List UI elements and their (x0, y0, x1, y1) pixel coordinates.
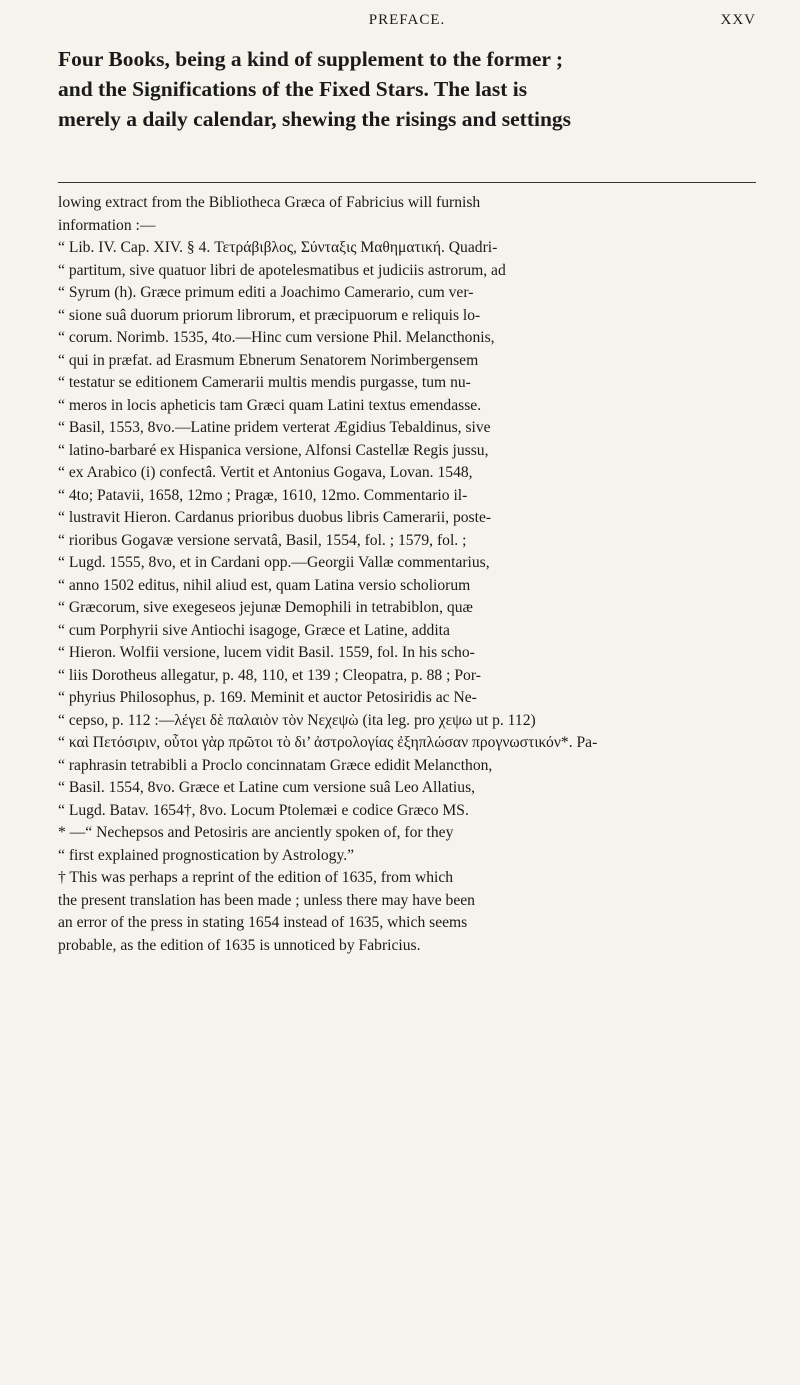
footnote-line: “ Lugd. Batav. 1654†, 8vo. Locum Ptolemæi e codice Græco MS. (58, 801, 469, 819)
running-title: PREFACE. (368, 12, 446, 28)
footnote-line: “ Lugd. 1555, 8vo, et in Cardani opp.—Georgii Vallæ commentarius, (58, 554, 490, 571)
footnote-line: “ Basil. 1554, 8vo. Græce et Latine cum versione suâ Leo Allatius, (58, 779, 476, 796)
footnote-line: “ liis Dorotheus allegatur, p. 48, 110, et 139 ; Cleopatra, p. 88 ; Por- (58, 666, 481, 684)
footnote-block (58, 192, 756, 957)
main-text (58, 44, 756, 134)
footnote-line: “ testatur se editionem Camerarii multis mendis purgasse, tum nu- (58, 374, 471, 391)
running-header (58, 12, 756, 38)
footnote-line: “ lustravit Hieron. Cardanus prioribus duobus libris Camerarii, poste- (58, 509, 492, 526)
footnote-line: “ Græcorum, sive exegeseos jejunæ Demophili in tetrabiblon, quæ (58, 599, 473, 616)
footnote-line: “ Lib. IV. Cap. XIV. § 4. Τετράβιβλος, Σύνταξις Μαθηματική. Quadri- (58, 239, 498, 256)
footnote-line: the present translation has been made ; unless there may have been (58, 891, 475, 909)
main-text-line: and the Significations of the Fixed Stars. The last is (58, 77, 528, 101)
footnote-line: “ raphrasin tetrabibli a Proclo concinnatam Græce edidit Melancthon, (58, 756, 493, 774)
footnote-divider (58, 182, 756, 183)
footnote-line: “ ex Arabico (i) confectâ. Vertit et Antonius Gogava, Lovan. 1548, (58, 464, 473, 481)
footnote-line: “ cepso, p. 112 :—λέγει δὲ παλαιὸν τὸν Νεχεψὼ (ita leg. pro χεψω ut p. 112) (58, 711, 536, 729)
main-text-line: Four Books, being a kind of supplement to the former ; (58, 47, 564, 71)
footnote-line: lowing extract from the Bibliotheca Græca of Fabricius will furnish (58, 194, 481, 211)
footnote-line: “ rioribus Gogavæ versione servatâ, Basil, 1554, fol. ; 1579, fol. ; (58, 531, 467, 549)
footnote-line: “ qui in præfat. ad Erasmum Ebnerum Senatorem Norimbergensem (58, 351, 479, 369)
footnote-line: “ latino-barbaré ex Hispanica versione, Alfonsi Castellæ Regis jussu, (58, 441, 489, 459)
footnote-line: “ sione suâ duorum priorum librorum, et præcipuorum e reliquis lo- (58, 306, 481, 324)
footnote-line: “ first explained prognostication by Astrology.” (58, 846, 355, 864)
main-text-line: merely a daily calendar, shewing the risings and settings (58, 107, 572, 131)
footnote-line: “ partitum, sive quatuor libri de apotelesmatibus et judiciis astrorum, ad (58, 261, 506, 279)
footnote-line: “ Basil, 1553, 8vo.—Latine pridem verterat Ægidius Tebaldinus, sive (58, 419, 491, 436)
footnote-line: “ corum. Norimb. 1535, 4to.—Hinc cum versione Phil. Melancthonis, (58, 329, 495, 346)
page-number: XXV (720, 12, 756, 28)
footnote-line: an error of the press in stating 1654 instead of 1635, which seems (58, 914, 468, 931)
footnote-line: probable, as the edition of 1635 is unnoticed by Fabricius. (58, 936, 421, 954)
footnote-line: “ meros in locis apheticis tam Græci quam Latini textus emendasse. (58, 396, 482, 414)
footnote-line: “ Hieron. Wolfii versione, lucem vidit Basil. 1559, fol. In his scho- (58, 644, 475, 661)
footnote-line: “ 4to; Patavii, 1658, 12mo ; Pragæ, 1610, 12mo. Commentario il- (58, 486, 468, 504)
footnote-line: “ phyrius Philosophus, p. 169. Meminit et auctor Petosiridis ac Ne- (58, 689, 477, 706)
footnote-line: “ anno 1502 editus, nihil aliud est, quam Latina versio scholiorum (58, 576, 471, 594)
footnote-line: † This was perhaps a reprint of the edition of 1635, from which (58, 869, 454, 886)
footnote-line: “ cum Porphyrii sive Antiochi isagoge, Græce et Latine, addita (58, 621, 450, 639)
footnote-line: information :— (58, 216, 156, 234)
footnote-line: “ καὶ Πετόσιριν, οὗτοι γὰρ πρῶτοι τὸ δι’ ἀστρολογίας ἐξηπλώσαν προγνωστικόν*. Pa- (58, 734, 598, 751)
footnote-line: * —“ Nechepsos and Petosiris are anciently spoken of, for they (58, 824, 454, 841)
footnote-line: “ Syrum (h). Græce primum editi a Joachimo Camerario, cum ver- (58, 284, 474, 301)
